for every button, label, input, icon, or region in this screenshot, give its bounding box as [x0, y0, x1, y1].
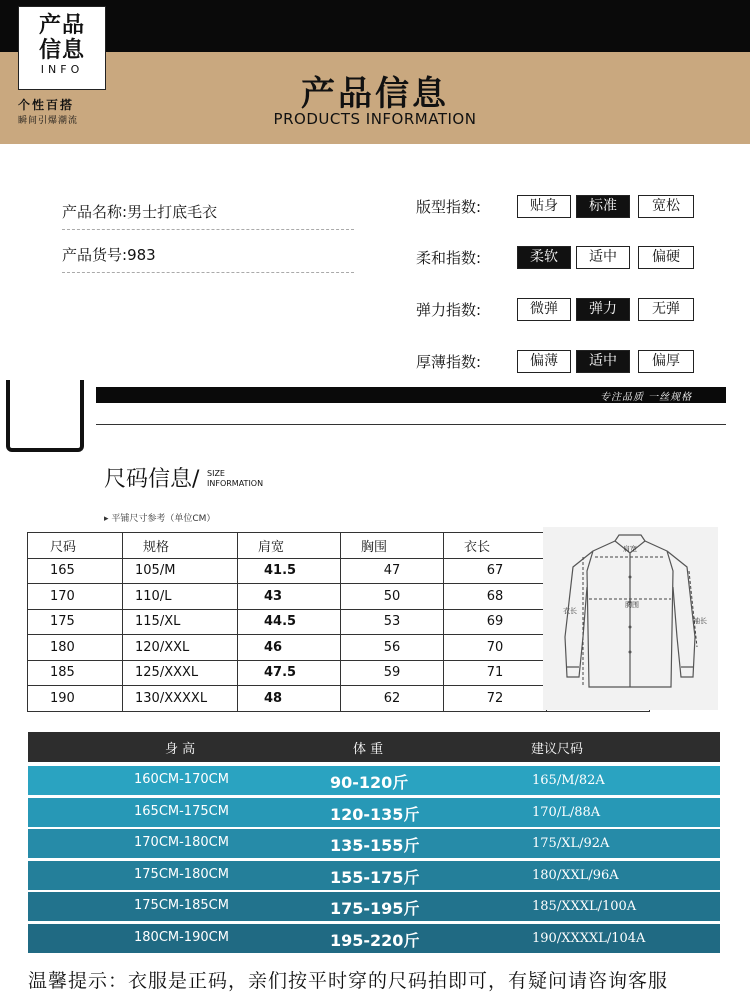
table-cell: 72: [444, 686, 547, 712]
table-cell: 46: [238, 635, 341, 661]
table-cell: 48: [238, 686, 341, 712]
recommend-size: 180/XXL/96A: [532, 867, 619, 883]
index-label: 弹力指数:: [416, 301, 482, 319]
table-cell: 68: [444, 584, 547, 610]
size-table-header: 规格: [123, 533, 238, 559]
index-label: 柔和指数:: [416, 249, 482, 267]
recommend-weight: 155-175斤: [330, 867, 420, 887]
index-option: 标准: [576, 195, 630, 218]
size-section-title-en: [207, 469, 263, 489]
size-table-header: 胸围: [341, 533, 444, 559]
table-cell: 110/L: [123, 584, 238, 610]
recommend-height: 180CM-190CM: [134, 930, 229, 945]
product-code-label: 产品货号:: [62, 246, 128, 264]
recommend-row: [28, 892, 720, 921]
product-name-value: 男士打底毛衣: [127, 203, 218, 221]
table-cell: 41.5: [238, 558, 341, 584]
recommend-row: [28, 861, 720, 890]
recommend-header-weight: 体 重: [353, 742, 384, 757]
size-en-line-2: INFORMATION: [207, 479, 264, 488]
divider: [96, 424, 726, 425]
page-title: 产品信息: [301, 74, 449, 114]
table-cell: 47.5: [238, 660, 341, 686]
recommend-row: [28, 924, 720, 953]
recommend-weight: 175-195斤: [330, 899, 420, 919]
recommend-weight: 135-155斤: [330, 836, 420, 856]
diagram-label-sleeve: 袖长: [693, 617, 707, 625]
divider: [62, 229, 354, 230]
table-cell: 67: [444, 558, 547, 584]
recommend-weight: 195-220斤: [330, 931, 420, 950]
recommend-row: [28, 766, 720, 795]
index-option: 弹力: [576, 298, 630, 321]
index-option: 偏硬: [638, 246, 694, 269]
table-cell: 69: [444, 609, 547, 635]
recommend-row: [28, 798, 720, 827]
banner-slogan: 专注品质 一丝规格: [600, 392, 693, 403]
diagram-label-shoulder: 肩宽: [623, 545, 637, 553]
footer-tip: 温馨提示：衣服是正码，亲们按平时穿的尺码拍即可，有疑问请咨询客服: [28, 970, 669, 992]
recommend-height: 160CM-170CM: [134, 772, 229, 787]
logo-slogan: 个性百搭: [18, 98, 75, 112]
diagram-label-length: 衣长: [563, 607, 577, 615]
table-cell: 44.5: [238, 609, 341, 635]
table-cell: 43: [238, 584, 341, 610]
recommend-size: 170/L/88A: [532, 804, 601, 820]
recommend-height: 175CM-180CM: [134, 866, 229, 882]
recommend-header-height: 身 高: [165, 742, 196, 757]
recommend-height: 170CM-180CM: [134, 835, 229, 851]
index-option: 贴身: [517, 195, 571, 218]
index-label: 版型指数:: [416, 198, 482, 216]
table-cell: 170: [28, 584, 123, 610]
divider: [62, 272, 354, 273]
table-cell: 130/XXXXL: [123, 686, 238, 712]
diagram-label-chest: 胸围: [625, 601, 639, 609]
product-code: [62, 244, 156, 265]
logo-line-1: 产品: [38, 13, 85, 38]
recommend-header-size: 建议尺码: [531, 742, 584, 757]
table-cell: 180: [28, 635, 123, 661]
logo-slogan-sub: 瞬间引爆潮流: [18, 116, 79, 126]
table-cell: 125/XXXL: [123, 660, 238, 686]
table-cell: 53: [341, 609, 444, 635]
table-cell: 115/XL: [123, 609, 238, 635]
table-cell: 71: [444, 660, 547, 686]
index-option: 宽松: [638, 195, 694, 218]
size-en-line-1: SIZE: [207, 469, 225, 478]
logo-line-3: INFO: [40, 63, 84, 76]
recommend-size: 190/XXXXL/104A: [532, 931, 646, 946]
shirt-measure-diagram: [543, 527, 718, 710]
table-cell: 165: [28, 558, 123, 584]
index-option: 适中: [576, 246, 630, 269]
logo-line-2: 信息: [38, 38, 85, 63]
size-table-header: 尺码: [28, 533, 123, 559]
index-option: 无弹: [638, 298, 694, 321]
table-cell: 62: [341, 686, 444, 712]
recommend-height: 175CM-185CM: [134, 898, 229, 914]
table-cell: 56: [341, 635, 444, 661]
size-table-header: 衣长: [444, 533, 547, 559]
table-cell: 185: [28, 660, 123, 686]
table-cell: 105/M: [123, 558, 238, 584]
size-note: ▸ 平铺尺寸参考（单位CM）: [104, 514, 216, 524]
index-option: 柔软: [517, 246, 571, 269]
table-cell: 175: [28, 609, 123, 635]
table-cell: 47: [341, 558, 444, 584]
index-option: 偏薄: [517, 350, 571, 373]
product-name-label: 产品名称:: [62, 203, 128, 221]
table-cell: 190: [28, 686, 123, 712]
table-cell: 59: [341, 660, 444, 686]
table-cell: 70: [444, 635, 547, 661]
recommend-size: 185/XXXL/100A: [532, 899, 637, 915]
index-label: 厚薄指数:: [416, 353, 482, 371]
decorative-frame: [6, 380, 84, 452]
recommend-weight: 90-120斤: [330, 773, 409, 792]
recommend-weight: 120-135斤: [330, 804, 420, 824]
recommend-row: [28, 829, 720, 858]
size-table-header: 肩宽: [238, 533, 341, 559]
recommend-height: 165CM-175CM: [134, 803, 229, 819]
product-code-value: 983: [127, 246, 156, 264]
size-section-title: 尺码信息/: [104, 467, 200, 492]
index-option: 适中: [576, 350, 630, 373]
recommend-size: 165/M/82A: [532, 773, 605, 788]
recommend-size: 175/XL/92A: [532, 836, 610, 852]
table-cell: 120/XXL: [123, 635, 238, 661]
table-cell: 50: [341, 584, 444, 610]
shirt-outline-icon: [543, 527, 718, 710]
header-top-bar: [0, 0, 750, 52]
index-option: 微弹: [517, 298, 571, 321]
product-name: [62, 201, 217, 222]
index-option: 偏厚: [638, 350, 694, 373]
page-subtitle: PRODUCTS INFORMATION: [273, 110, 477, 128]
